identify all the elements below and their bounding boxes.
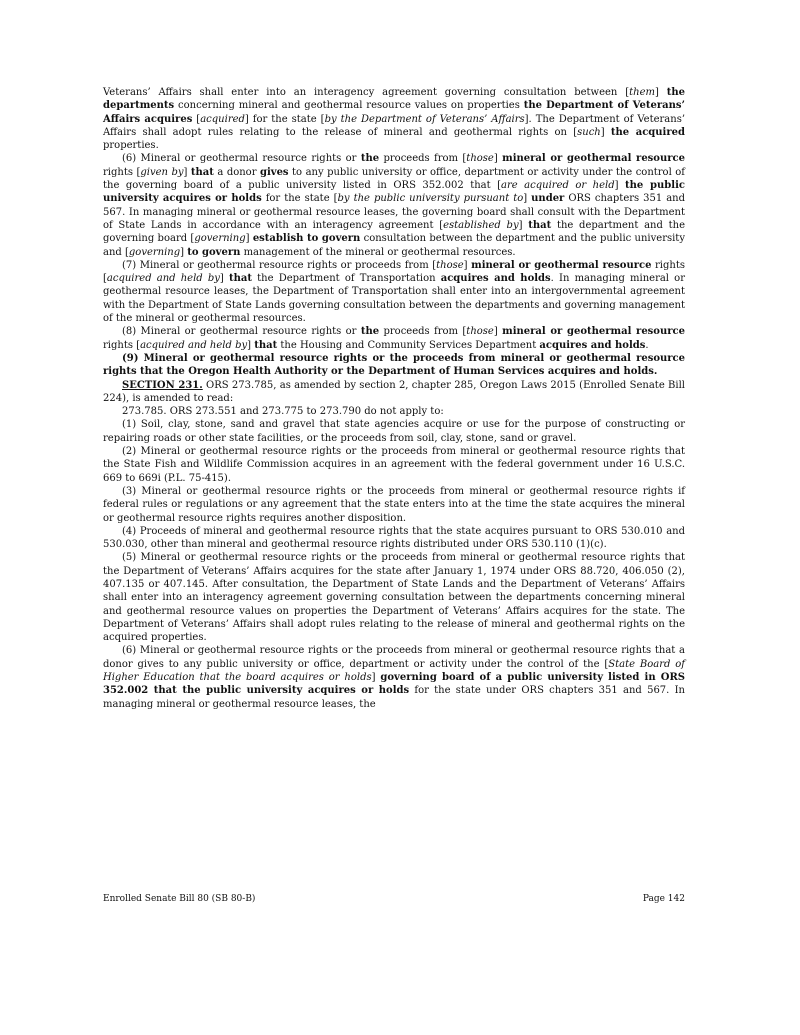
text-run: . In managing mineral or geothermal resource leases, the Department of Transportation shall enter into an intergovernmental agreement with the Department of State Lands governing consultation between the departments and governing management of the mineral or geothermal resources. bbox=[103, 273, 685, 325]
deleted-text-italic: those bbox=[436, 259, 464, 271]
footer-page-number: Page 142 bbox=[642, 894, 685, 904]
text-run: ] bbox=[371, 672, 381, 684]
text-run: for the state [ bbox=[261, 193, 338, 205]
amended-text-bold: the public university acquires or holds bbox=[103, 180, 685, 205]
text-run: ] bbox=[183, 166, 191, 178]
text-run: for the state under ORS chapters 351 and 567. In managing mineral or geothermal resource leases, the bbox=[103, 685, 685, 710]
paragraph bbox=[103, 405, 685, 418]
paragraph bbox=[103, 352, 685, 379]
amended-text-bold: establish to govern bbox=[252, 233, 361, 245]
deleted-text-italic: State Board of Higher Education that the board acquires or holds bbox=[103, 658, 685, 684]
paragraph bbox=[103, 418, 685, 445]
amended-text-bold: (9) Mineral or geothermal resource rights or the proceeds from mineral or geothermal resource rights that the Oregon Health Authority or the Department of Human Services acquires and holds. bbox=[103, 352, 685, 378]
paragraph bbox=[103, 485, 685, 525]
text-run: ] bbox=[493, 326, 503, 338]
amended-text-bold: mineral or geothermal resource bbox=[502, 153, 685, 165]
deleted-text-italic: are acquired or held bbox=[501, 180, 615, 192]
deleted-text-italic: by the public university pursuant to bbox=[337, 193, 524, 205]
text-run: ORS chapters 351 and 567. In managing mineral or geothermal resource leases, the governing board shall consult with the Department of State Lands in accordance with an interagency agreement [ bbox=[103, 193, 686, 231]
deleted-text-italic: governing bbox=[128, 246, 181, 258]
text-run: [ bbox=[192, 113, 201, 125]
amended-text-bold: the departments bbox=[103, 87, 685, 112]
page-footer bbox=[103, 893, 685, 905]
text-run: ] for the state [ bbox=[244, 113, 325, 125]
amended-text-bold: the acquired bbox=[610, 126, 685, 138]
section-label: SECTION 231. bbox=[122, 379, 203, 391]
text-run: to any public university or office, department or activity under the control of the governing board of a public university listed in ORS 352.002 that [ bbox=[103, 166, 685, 192]
text-run: ] bbox=[600, 126, 611, 138]
amended-text-bold: that bbox=[254, 339, 278, 351]
deleted-text-italic: them bbox=[629, 87, 655, 98]
text-run: (8) Mineral or geothermal resource rights or bbox=[122, 326, 361, 338]
text-run: management of the mineral or geothermal resources. bbox=[240, 246, 516, 258]
text-run: ]. The Department of Veterans’ Affairs shall adopt rules relating to the release of mineral and geothermal rights on [ bbox=[103, 113, 686, 138]
text-run: ] bbox=[614, 180, 625, 192]
deleted-text-italic: given by bbox=[140, 166, 184, 178]
deleted-text-italic: those bbox=[466, 326, 494, 338]
text-run: (3) Mineral or geothermal resource rights or the proceeds from mineral or geothermal resource rights if federal rules or regulations or any agreement that the state enters into at the time the state acquires the mineral or geothermal resource rights requires another disposition. bbox=[103, 485, 685, 524]
text-run: ] bbox=[180, 246, 188, 258]
text-run: a donor bbox=[213, 166, 260, 178]
text-run: consultation between the department and the public university and [ bbox=[103, 233, 685, 258]
paragraph bbox=[103, 525, 685, 552]
text-run: rights [ bbox=[103, 339, 141, 351]
amended-text-bold: under bbox=[531, 193, 565, 205]
deleted-text-italic: acquired bbox=[200, 113, 245, 125]
paragraph bbox=[103, 644, 685, 710]
deleted-text-italic: acquired and held by bbox=[106, 273, 220, 285]
text-run: rights [ bbox=[103, 166, 141, 178]
text-run: ] bbox=[247, 339, 255, 351]
footer-bill-label: Enrolled Senate Bill 80 (SB 80-B) bbox=[103, 894, 256, 904]
text-run: proceeds from [ bbox=[379, 326, 467, 338]
paragraph bbox=[103, 379, 685, 406]
text-run: the Department of Transportation bbox=[252, 273, 441, 285]
amended-text-bold: to govern bbox=[187, 246, 241, 258]
amended-text-bold: the Department of Veterans’ Affairs acquires bbox=[103, 100, 685, 125]
text-run: 273.785. ORS 273.551 and 273.775 to 273.790 do not apply to: bbox=[122, 406, 444, 418]
paragraph bbox=[103, 86, 685, 152]
text-run: (1) Soil, clay, stone, sand and gravel that state agencies acquire or use for the purpose of constructing or repairing roads or other state facilities, or the proceeds from soil, clay, stone, sand or gravel. bbox=[103, 419, 685, 444]
text-run: properties. bbox=[103, 140, 159, 152]
paragraph bbox=[103, 551, 685, 644]
amended-text-bold: mineral or geothermal resource bbox=[502, 326, 685, 338]
deleted-text-italic: acquired and held by bbox=[140, 339, 248, 351]
text-run: (5) Mineral or geothermal resource rights or the proceeds from mineral or geothermal resource rights that the Department of Veterans’ Affairs acquires for the state after January 1, 1974 under ORS 88.720, 406.050 (2), 407.135 or 407.145. After consultation, the Department of State Lands and the Department of Veterans’ Affairs shall enter into an interagency agreement governing consultation between the departments concerning mineral and geothermal resource values on properties the Department of Veterans’ Affairs acquires for the state. The Department of Veterans’ Affairs shall adopt rules relating to the release of mineral and geothermal rights on the acquired properties. bbox=[103, 552, 685, 644]
amended-text-bold: acquires and holds bbox=[440, 273, 551, 285]
deleted-text-italic: by the Department of Veterans’ Affairs bbox=[324, 113, 525, 125]
deleted-text-italic: governing bbox=[194, 233, 246, 245]
text-run: the Housing and Community Services Department bbox=[277, 339, 540, 351]
paragraph bbox=[103, 259, 685, 325]
text-run: the department and the governing board [ bbox=[103, 219, 685, 245]
text-run: rights [ bbox=[103, 259, 685, 285]
paragraph bbox=[103, 445, 685, 485]
text-run: ORS 273.785, as amended by section 2, chapter 285, Oregon Laws 2015 (Enrolled Senate Bill 224), is amended to read: bbox=[103, 379, 685, 404]
amended-text-bold: governing board of a public university listed in ORS 352.002 that the public university acquires or holds bbox=[103, 672, 685, 697]
text-run: ] bbox=[219, 273, 229, 285]
text-run: ] bbox=[523, 193, 532, 205]
text-run: (6) Mineral or geothermal resource rights or the proceeds from mineral or geothermal resource rights that a donor gives to any public university or office, department or activity under the control of the [ bbox=[103, 645, 685, 670]
text-run: (2) Mineral or geothermal resource rights or the proceeds from mineral or geothermal resource rights that the State Fish and Wildlife Commission acquires in an agreement with the federal government under 16 U.S.C. 669 to 669i (P.L. 75-415). bbox=[103, 446, 685, 484]
amended-text-bold: the bbox=[360, 326, 380, 338]
paragraph bbox=[103, 325, 685, 352]
text-run: (7) Mineral or geothermal resource rights or proceeds from [ bbox=[122, 259, 437, 271]
text-run: (4) Proceeds of mineral and geothermal resource rights that the state acquires pursuant to ORS 530.010 and 530.030, other than mineral and geothermal resource rights distributed under ORS 530.110 (1)(c). bbox=[103, 525, 685, 551]
text-run: concerning mineral and geothermal resource values on properties bbox=[174, 100, 524, 112]
paragraph bbox=[103, 152, 685, 258]
amended-text-bold: that bbox=[528, 219, 552, 231]
text-run: ] bbox=[245, 233, 253, 245]
text-run: proceeds from [ bbox=[379, 153, 467, 165]
amended-text-bold: mineral or geothermal resource bbox=[471, 259, 652, 271]
text-run: ] bbox=[463, 259, 472, 271]
document-body bbox=[103, 86, 685, 711]
deleted-text-italic: established by bbox=[443, 219, 519, 231]
deleted-text-italic: those bbox=[466, 153, 494, 165]
deleted-text-italic: such bbox=[577, 126, 601, 138]
text-run: ] bbox=[518, 219, 529, 231]
text-run: Veterans’ Affairs shall enter into an interagency agreement governing consultation between [ bbox=[103, 87, 630, 98]
text-run: . bbox=[645, 339, 649, 351]
amended-text-bold: acquires and holds bbox=[539, 339, 646, 351]
amended-text-bold: the bbox=[360, 153, 380, 165]
amended-text-bold: gives bbox=[259, 166, 289, 178]
amended-text-bold: that bbox=[229, 273, 252, 285]
amended-text-bold: that bbox=[190, 166, 214, 178]
text-run: (6) Mineral or geothermal resource rights or bbox=[122, 153, 361, 165]
text-run: ] bbox=[493, 153, 503, 165]
text-run: ] bbox=[654, 87, 667, 98]
